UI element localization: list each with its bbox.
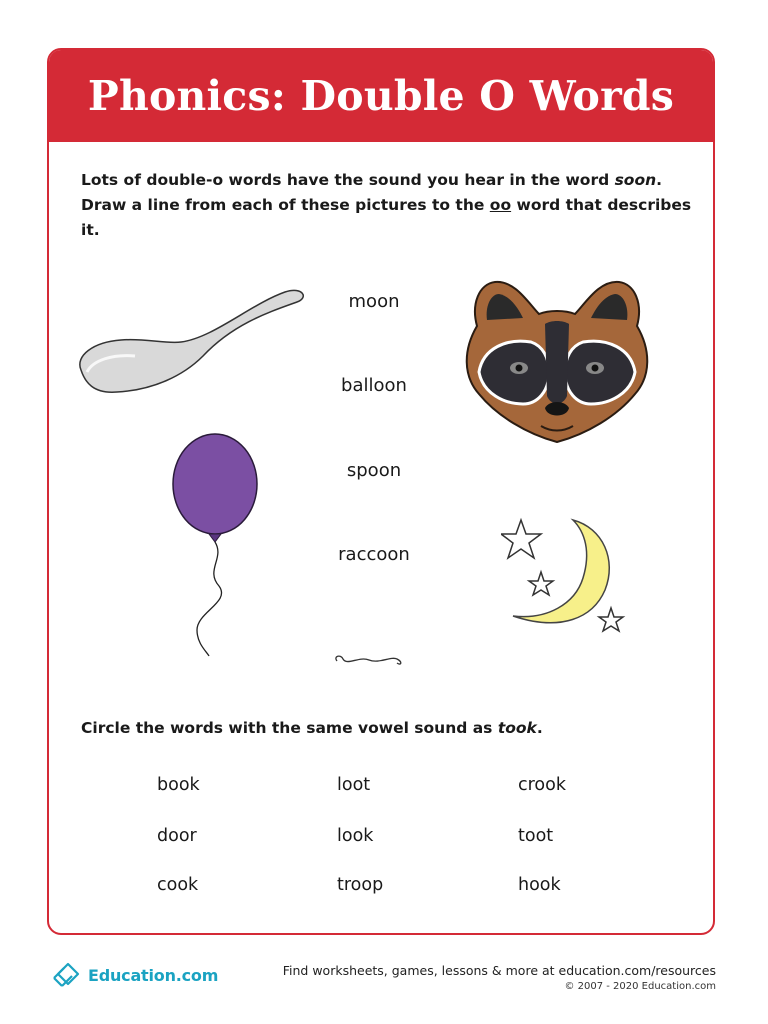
education-logo-text: Education.com xyxy=(88,965,219,985)
match-word-raccoon[interactable]: raccoon xyxy=(338,544,410,565)
circle-word-cook[interactable]: cook xyxy=(157,875,199,895)
education-logo[interactable] xyxy=(52,960,218,990)
footer-copyright: © 2007 - 2020 Education.com xyxy=(564,981,716,992)
instructions-intro xyxy=(81,168,701,243)
intro-line-2: Draw a line from each of these pictures to the oo word that describes it. xyxy=(81,196,692,239)
match-word-moon[interactable]: moon xyxy=(348,291,400,312)
intro-line-1: Lots of double-o words have the sound you hear in the word soon. xyxy=(81,171,663,189)
worksheet-card xyxy=(47,48,715,935)
title-banner xyxy=(49,50,713,142)
circle-word-look[interactable]: look xyxy=(337,826,374,846)
circle-instructions: Circle the words with the same vowel sound as took. xyxy=(81,719,543,737)
circle-word-hook[interactable]: hook xyxy=(518,875,561,895)
swirl-divider xyxy=(331,652,407,668)
circle-word-book[interactable]: book xyxy=(157,775,200,795)
circle-word-door[interactable]: door xyxy=(157,826,197,846)
footer xyxy=(283,963,716,992)
moon-stars-picture[interactable] xyxy=(501,512,641,642)
circle-word-loot[interactable]: loot xyxy=(337,775,371,795)
circle-word-troop[interactable]: troop xyxy=(337,875,384,895)
circle-word-crook[interactable]: crook xyxy=(518,775,566,795)
spoon-picture[interactable] xyxy=(73,284,309,396)
footer-tagline[interactable]: Find worksheets, games, lessons & more at education.com/resources xyxy=(282,963,716,978)
match-word-balloon[interactable]: balloon xyxy=(341,375,407,396)
page-title: Phonics: Double O Words xyxy=(87,72,675,120)
circle-word-toot[interactable]: toot xyxy=(518,826,554,846)
raccoon-picture[interactable] xyxy=(457,276,657,446)
education-logo-icon xyxy=(52,960,84,990)
balloon-picture[interactable] xyxy=(167,430,263,658)
match-word-spoon[interactable]: spoon xyxy=(346,460,402,481)
